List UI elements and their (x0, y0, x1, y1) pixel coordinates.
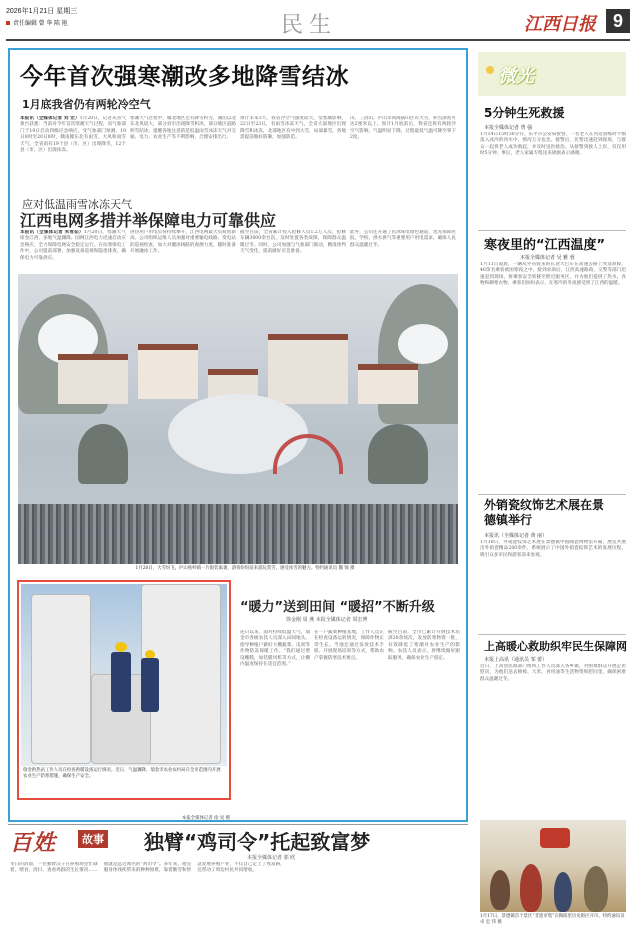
heating-column-2: 在一户蔬菜种植基地，工作人员正在检查设备运转情况，保障作物正常生长。当地还通过发放技术手册、开展现场培训等方式，帮助农户掌握防寒技术要点。 (314, 630, 384, 661)
lead-column-1: 本报讯（全媒体记者 刘 宏）1月20日，记者从省气象台获悉：当前对今年首次寒潮天气过程，省气象部门于19日启动四级应急响应。受气象部门预测，19日8时至20日8时，赣南赣东北有雨雪，大风和雨雪天气，全省南有19个县（市、区）出现降雪，12个县（市、区）出现冰冻。 (20, 116, 126, 154)
chicken-byline: 本报全媒体记者 郭 欣 (247, 855, 296, 861)
heating-photo-caption: 瑞金供热站工作人员在检查供暖设备运行情况。近日，气温骤降，瑞金市农业农村局在全市范围内开展农业生产防寒措施，确保生产安全。 (23, 768, 221, 779)
sun-icon (486, 66, 494, 74)
lead-column-2: 寒潮天气过程中，赣北地区还有降雪积雪，湖泊以北东北风较大，部分县市出现降雪积冰，部分地区道路积雪结冰，提醒各地注意防范低温雨雪冰冻天气对交通、电力、农业生产等不利影响，合理安排出行。 (130, 116, 236, 141)
rescue-headline[interactable]: 5分钟生死救援 (484, 106, 565, 120)
lead-headline[interactable]: 今年首次强寒潮改多地降雪结冰 (20, 64, 349, 90)
rescue-byline: 本报全媒体记者 曾 强 (484, 125, 533, 131)
warmth-byline: 本报全媒体记者 吴 雅 蓉 (520, 255, 575, 261)
power-column-1: 本报讯（全媒体记者 朱雪茹）1月20日，寒潮天气席卷江西，多地气温骤降。国网江西电力迅速启动应急响应，全力保障电网安全稳定运行。在抗寒保电工作中，公司提前部署，加强设备巡视和隐患排查，确保电力可靠供应。 (20, 230, 126, 261)
weiguang-banner (478, 52, 626, 96)
lead-column-4: 山、三清山、庐山等高海拔山区有大雪，积雪深度可达2厘米以上。预计1月底前后，我省还将有两轮冷空气影响，气温明显下降，过程最低气温可降至零下2度。 (350, 116, 456, 141)
porcelain-byline: 本报讯（全媒体记者 黄 丽） (484, 533, 548, 539)
porcelain-body: 1月18日，外销瓷纹饰艺术展在景德镇中国陶瓷博物馆开幕，展览共展出外销瓷精品200余件，系统展示了中国外销瓷纹饰艺术的发展历程，吸引众多市民和游客前来参观。 (480, 540, 626, 558)
newspaper-logo: 江西日报 (524, 14, 596, 35)
header-rule (6, 39, 630, 41)
snow-town-caption: 1月20日，大雪纷飞，庐山牯岭镇一片银装素裹，游客纷纷前来游玩赏雪，感受冰雪的魅力。特约通讯员 魏 锦 摄 (135, 566, 355, 571)
story-tag: 故事 (78, 830, 108, 848)
market-photo-caption: 1月17日，景德镇首个景区“非遗市集”在陶阳里历史街区开市。特约通讯员 卓 忠 伟 摄 (480, 914, 625, 925)
power-column-3: 截至目前，全省累计投入抢修人员1.2万人次，抢修车辆3000余台次，及时处置各类故障，保障群众温暖过冬。同时，公司加强与气象部门联动，精准预判天气变化，提前做好应急准备。 (240, 230, 346, 255)
baixing-brand: 百姓 (10, 830, 57, 856)
heating-photo (21, 584, 227, 766)
warmth-body: 1月11日凌晨，一辆从外省驶来的长途大巴车在高速公路上突发故障，40余名乘客被困寒夜之中。接到求助后，江西高速路政、交警等部门迅速赶到现场，将乘客安全转移至附近服务区，并为他们提供了热水、食物和御寒衣物。乘客们纷纷表示，在寒冷的冬夜感受到了江西的温暖。 (480, 262, 626, 287)
page-header (6, 6, 630, 40)
bottom-rule (8, 824, 468, 825)
heating-photo-frame (17, 580, 231, 800)
rescue-body: 1月14日15时30分许，乐平市公安局接警，一名老人在河边晨练时不慎落入冰冷的河水中，情况万分危急。接警后，民警迅速赶到现场，与群众一起将老人成功救起，并及时送医救治。从接警到救人上岸，仅仅用时5分钟。事后，老人家属专程送来锦旗表示感谢。 (480, 132, 626, 157)
power-kicker: 应对低温雨雪冰冻天气 (22, 198, 132, 211)
heating-column-3: 截至目前，全市已累计开展技术培训20余场次，发放防寒物资一批，有效降低了寒潮对农业生产的影响。农技人员表示，将继续做好跟踪服务，确保农业生产稳定。 (388, 630, 460, 661)
lead-column-3: 预计未来3天，我省冷空气强度较大，受寒潮影响，22日至23日，有雨雪冰冻天气，全省大部地区出现降雪和冰冻，北部地区有中到大雪，局部暴雪，各地需提前做好防御，加强防范。 (240, 116, 346, 141)
right-divider-2 (478, 494, 626, 495)
responsible-editors: 责任编辑 曾 华 陈 艳 (6, 18, 68, 27)
chicken-headline[interactable]: 独臂“鸡司令”托起致富梦 (144, 830, 371, 854)
issue-date: 2026年1月21日 星期三 (6, 8, 78, 15)
warmth-headline[interactable]: 寒夜里的“江西温度” (484, 238, 606, 253)
power-column-2: 供热用户用电负荷持续攀升，江西电网最大负荷创新高。公司组织运维人员加强对重要输电线路、变电站的巡视检查，加大对覆冰线路的观测力度，随时准备开展融冰工作。 (130, 230, 236, 255)
snow-town-photo (18, 274, 458, 564)
shanggao-body: 近日，上高县民政部门组织工作人员深入各乡镇，对困难群众开展走访慰问，为他们送去棉被、大米、食用油等生活物资和慰问金，确保困难群众温暖过冬。 (480, 664, 626, 682)
porcelain-headline[interactable]: 外销瓷纹饰艺术展在景德镇举行 (484, 498, 605, 527)
heating-headline[interactable]: “暖力”送到田间 “暖招”不断升级 (240, 600, 435, 615)
right-divider-1 (478, 230, 626, 231)
power-headline[interactable]: 江西电网多措并举保障电力可靠供应 (20, 211, 277, 230)
market-photo (480, 820, 626, 912)
lead-subheadline: 1月底我省仍有两轮冷空气 (22, 98, 151, 111)
chicken-body: 冬日的清晨，一位独臂汉子在养殖场里忙碌着，喂食、清扫、查看鸡群的生长情况……他就是远近闻名的“鸡司令”。多年来，他克服身体残疾带来的种种困难，靠着勤劳和智慧发展养殖产业，不仅自己走上了致富路，还带动了周边村民共同增收。 (10, 862, 285, 874)
lead-dateline: 本报讯（全媒体记者 刘 宏） (20, 116, 80, 121)
heating-column-1: 连日以来，面对持续低温天气，瑞金市各级农技人员深入田间地头，指导种植户做好大棚蔬菜、瓜果等作物防冻保暖工作。“我们通过增设棚膜，加装暖风机等方式，让棚内温度保持在适宜范围。” (240, 630, 310, 668)
section-title: 民生 (281, 13, 338, 38)
weiguang-title: 微光 (498, 66, 534, 87)
shanggao-byline: 本报上高讯（通讯员 邹 蕾） (484, 657, 548, 663)
shanggao-headline[interactable]: 上高暖心救助织牢民生保障网 (484, 640, 627, 653)
heating-byline: 徐金刚 周 燕 本报全媒体记者 周宏博 (286, 617, 368, 623)
heating-photo-credit: 本报全媒体记者 徐 旻 摄 (181, 816, 230, 821)
right-divider-3 (478, 634, 626, 635)
power-dateline: 本报讯（全媒体记者 朱雪茹） (20, 230, 84, 235)
power-column-4: 此外，公司还开通了抗冰保电绿色通道，优先保障医院、学校、供水供气等重要用户用电需求，确保人民群众温暖过冬。 (350, 230, 456, 248)
page-number: 9 (606, 9, 630, 33)
